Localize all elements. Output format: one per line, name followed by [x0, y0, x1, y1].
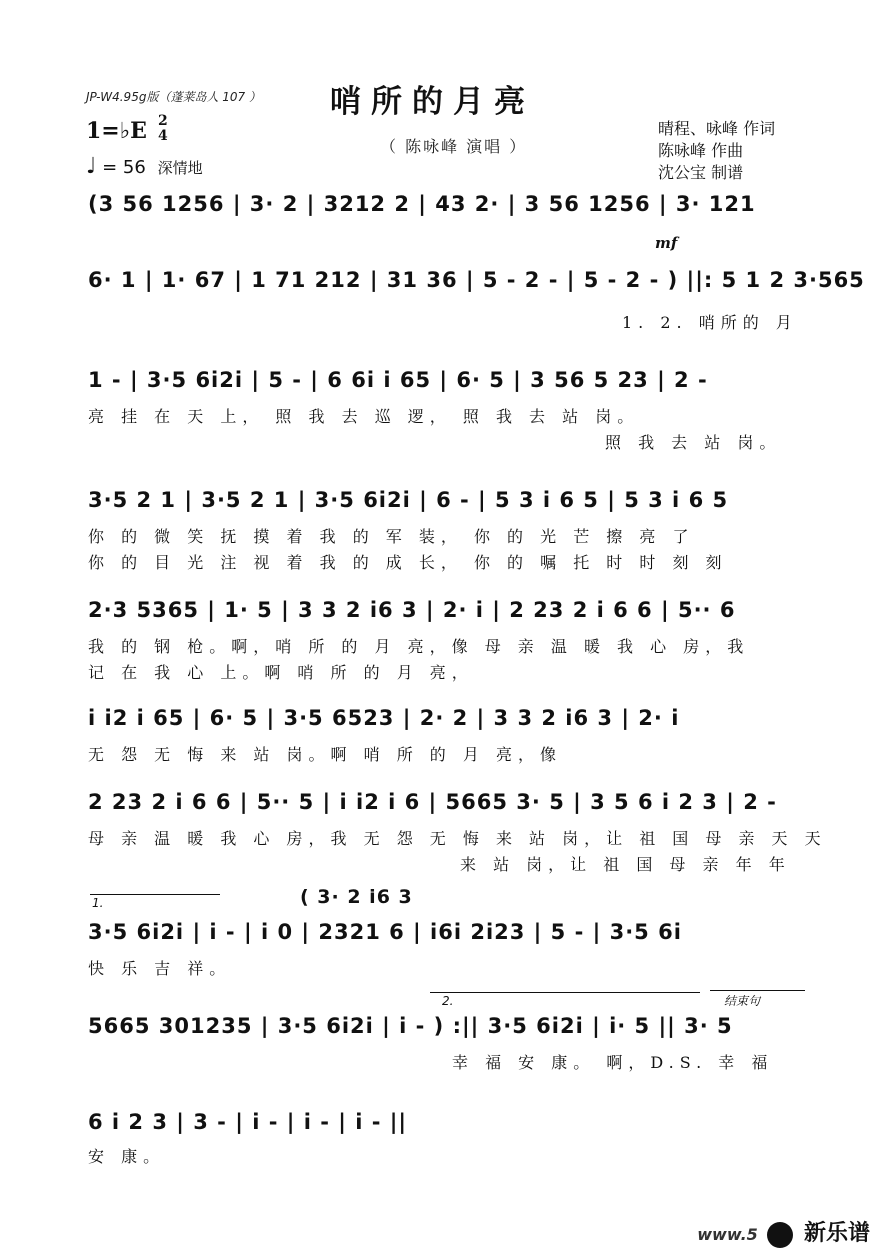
footer-watermark: [697, 1216, 870, 1249]
system-7-lyric-2: 来 站 岗，让 祖 国 母 亲 年 年: [460, 855, 791, 874]
tempo-value: = 56: [102, 157, 146, 178]
system-5-lyric-1: 我 的 钢 枪。啊，哨 所 的 月 亮，像 母 亲 温 暖 我 心 房，我: [88, 637, 750, 656]
footer-brand: 新乐谱: [803, 1220, 870, 1246]
credit-score: 沈公宝 制谱: [658, 163, 744, 182]
time-top: 2: [158, 113, 168, 129]
system-8-notes: 3·5 6i2i | i - | i 0 | 2321 6 | i6i 2i23 | 5 - | 3·5 6i: [88, 920, 682, 944]
system-1-notes: (3 56 1256 | 3· 2 | 3212 2 | 43 2· | 3 56 1256 | 3· 121: [88, 192, 756, 216]
system-9-lyric-1: 幸 福 安 康。 啊，D.S. 幸 福: [452, 1053, 774, 1072]
system-7-notes: 2 23 2 i 6 6 | 5·· 5 | i i2 i 6 | 5665 3· 5 | 3 5 6 i 2 3 | 2 -: [88, 790, 777, 814]
system-5-lyric-2: 记 在 我 心 上。啊 哨 所 的 月 亮，: [88, 663, 474, 682]
system-10-notes: 6 i 2 3 | 3 - | i - | i - | i - ||: [88, 1110, 408, 1134]
quarter-note-icon: ♩: [86, 154, 97, 179]
footer-site: www.5: [697, 1224, 758, 1244]
volta-1: 1.: [92, 896, 104, 910]
volta-2-bracket: [430, 992, 700, 993]
system-3-lyric-2: 照 我 去 站 岗。: [605, 433, 782, 452]
performer-label: （ 陈咏峰 演唱 ）: [380, 137, 528, 156]
system-6-notes: i i2 i 65 | 6· 5 | 3·5 6523 | 2· 2 | 3 3 2 i6 3 | 2· i: [88, 706, 680, 730]
system-5-notes: 2·3 5365 | 1· 5 | 3 3 2 i6 3 | 2· i | 2 23 2 i 6 6 | 5·· 6: [88, 598, 736, 622]
logo-icon: [767, 1222, 793, 1248]
system-4-lyric-2: 你 的 目 光 注 视 着 我 的 成 长， 你 的 嘱 托 时 时 刻 刻: [88, 553, 728, 572]
volta-1-bracket: [90, 894, 220, 895]
system-6-lyric-1: 无 怨 无 悔 来 站 岗。啊 哨 所 的 月 亮，像: [88, 745, 562, 764]
credit-music: 陈咏峰 作曲: [658, 141, 744, 160]
song-title: 哨所的月亮: [330, 84, 535, 120]
system-3-notes: 1 - | 3·5 6i2i | 5 - | 6 6i i 65 | 6· 5 | 3 56 5 23 | 2 -: [88, 368, 708, 392]
system-8-lyric-1: 快 乐 吉 祥。: [88, 959, 232, 978]
ending-label: 结束句: [724, 994, 761, 1008]
volta-2: 2.: [442, 994, 454, 1008]
tempo-marking: [86, 154, 203, 179]
dynamic-mf: mf: [655, 234, 678, 252]
version-label: JP-W4.95g版（蓬莱岛人 107 ）: [86, 90, 261, 104]
system-9-notes: 5665 301235 | 3·5 6i2i | i - ) :|| 3·5 6i2i | i· 5 || 3· 5: [88, 1014, 733, 1038]
credits: [658, 118, 775, 184]
system-2-notes: 6· 1 | 1· 67 | 1 71 212 | 31 36 | 5 - 2 - | 5 - 2 - ) ||: 5 1 2 3·565: [88, 268, 865, 292]
expression-label: 深情地: [157, 159, 203, 177]
time-bottom: 4: [158, 128, 168, 144]
ending-bracket: [710, 990, 805, 991]
system-4-lyric-1: 你 的 微 笑 抚 摸 着 我 的 军 装， 你 的 光 芒 擦 亮 了: [88, 527, 695, 546]
system-8-intro: ( 3· 2 i6 3: [300, 886, 413, 908]
system-4-notes: 3·5 2 1 | 3·5 2 1 | 3·5 6i2i | 6 - | 5 3 i 6 5 | 5 3 i 6 5: [88, 488, 729, 512]
system-7-lyric-1: 母 亲 温 暖 我 心 房，我 无 怨 无 悔 来 站 岗，让 祖 国 母 亲 天 天: [88, 829, 827, 848]
key-signature: 1=♭E: [86, 118, 147, 144]
time-signature: [158, 114, 168, 144]
system-10-lyric-1: 安 康。: [88, 1147, 166, 1166]
system-2-lyric-1: 1. 2. 哨所的 月: [622, 313, 798, 332]
credit-lyrics: 晴程、咏峰 作词: [658, 119, 776, 138]
system-3-lyric-1: 亮 挂 在 天 上， 照 我 去 巡 逻， 照 我 去 站 岗。: [88, 407, 640, 426]
